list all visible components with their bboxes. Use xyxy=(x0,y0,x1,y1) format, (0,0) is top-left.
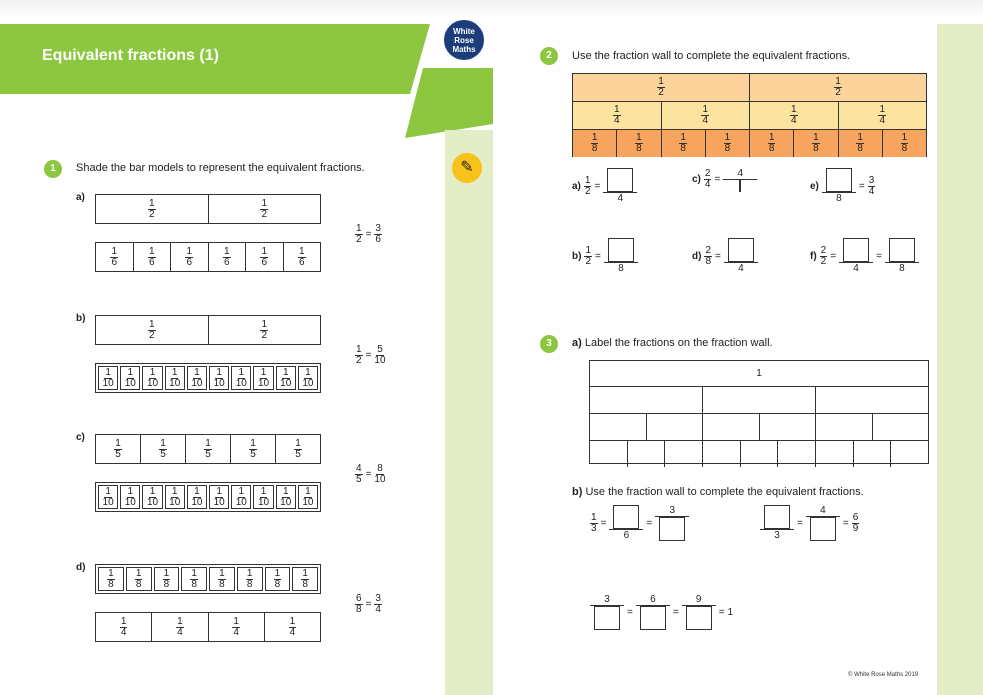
wall-brick[interactable] xyxy=(703,414,760,440)
bar-model-bottom[interactable] xyxy=(95,612,321,642)
equation-part: c) 2 4 = 4 xyxy=(692,168,757,191)
answer-box[interactable] xyxy=(843,238,869,262)
bar-cell[interactable]: 1 10 xyxy=(187,485,207,509)
equation-row: 3 = 4 = 6 9 xyxy=(760,505,859,541)
bar-cell[interactable]: 1 10 xyxy=(253,366,273,390)
bar-model-top[interactable] xyxy=(95,315,321,345)
bar-cell[interactable]: 1 6 xyxy=(96,243,134,271)
wall-brick[interactable] xyxy=(741,441,779,467)
bar-model-bottom[interactable] xyxy=(95,482,321,512)
wall-brick: 1 8 xyxy=(794,130,838,157)
bar-cell[interactable]: 1 10 xyxy=(253,485,273,509)
bar-cell[interactable]: 1 6 xyxy=(209,243,247,271)
answer-box[interactable] xyxy=(613,505,639,529)
answer-box[interactable] xyxy=(728,238,754,262)
equivalence-statement: 1 2 = 5 10 xyxy=(356,344,386,366)
bar-cell[interactable]: 1 6 xyxy=(134,243,172,271)
banner-wedge xyxy=(405,68,493,138)
wall-brick: 1 8 xyxy=(839,130,883,157)
wall-brick: 1 8 xyxy=(573,130,617,157)
copyright: © White Rose Maths 2019 xyxy=(848,672,919,678)
bar-model-top[interactable] xyxy=(95,434,321,464)
equation-row: 3 = 6 = 9 = 1 xyxy=(590,594,733,630)
bar-cell[interactable]: 1 10 xyxy=(165,485,185,509)
bar-cell[interactable]: 1 10 xyxy=(120,485,140,509)
bar-cell[interactable]: 1 10 xyxy=(98,366,118,390)
wall-brick[interactable] xyxy=(816,441,854,467)
bar-cell[interactable]: 1 10 xyxy=(187,366,207,390)
margin-strip-left xyxy=(445,130,493,695)
wall-brick: 1 4 xyxy=(662,102,751,129)
wall-brick: 1 4 xyxy=(750,102,839,129)
blank-fraction-wall[interactable]: 1 xyxy=(589,360,929,464)
bar-cell[interactable]: 1 8 xyxy=(181,567,207,591)
wall-brick: 1 8 xyxy=(706,130,750,157)
bar-cell[interactable]: 1 8 xyxy=(126,567,152,591)
equivalence-statement: 6 8 = 3 4 xyxy=(356,593,381,615)
wall-brick[interactable] xyxy=(703,441,741,467)
wall-brick[interactable] xyxy=(590,387,703,413)
bar-cell[interactable]: 1 4 xyxy=(96,613,152,641)
bar-cell[interactable]: 1 6 xyxy=(171,243,209,271)
wall-brick: 1 4 xyxy=(879,104,886,126)
bar-cell[interactable]: 1 5 xyxy=(186,435,231,463)
bar-cell[interactable]: 1 10 xyxy=(209,366,229,390)
answer-box[interactable] xyxy=(764,505,790,529)
wall-brick: 1 8 xyxy=(750,130,794,157)
bar-cell[interactable]: 1 2 xyxy=(261,197,268,220)
bar-model-top[interactable] xyxy=(95,194,321,224)
equation-part: d) 2 8 = 4 xyxy=(692,238,758,274)
pencil-icon: ✎ xyxy=(452,153,482,183)
answer-box[interactable] xyxy=(686,606,712,630)
answer-box[interactable] xyxy=(826,168,852,192)
bar-cell[interactable]: 1 8 xyxy=(265,567,291,591)
bar-model-bottom[interactable] xyxy=(95,363,321,393)
wall-brick: 1 4 xyxy=(573,102,662,129)
wall-brick[interactable] xyxy=(590,441,628,467)
bar-cell[interactable]: 1 5 xyxy=(141,435,186,463)
bar-cell[interactable]: 1 8 xyxy=(98,567,124,591)
equivalence-statement: 1 2 = 3 6 xyxy=(356,223,381,245)
white-rose-logo: White Rose Maths xyxy=(442,18,486,62)
bar-cell[interactable]: 1 4 xyxy=(289,615,296,638)
bar-cell[interactable]: 1 10 xyxy=(276,366,296,390)
margin-strip-right xyxy=(937,24,983,695)
wall-brick: 1 2 xyxy=(835,76,841,98)
bar-cell[interactable]: 1 8 xyxy=(209,567,235,591)
wall-brick[interactable] xyxy=(703,387,816,413)
equation-row: 1 3 = 6 = 3 xyxy=(590,505,689,541)
equation-part: e) 8 = 3 4 xyxy=(810,168,875,204)
bar-cell[interactable]: 1 5 xyxy=(231,435,276,463)
bar-cell[interactable]: 1 10 xyxy=(209,485,229,509)
bar-cell[interactable]: 1 4 xyxy=(152,613,208,641)
answer-box[interactable] xyxy=(739,179,741,192)
question-text: Use the fraction wall to complete the equivalent fractions. xyxy=(572,50,851,62)
equation-part: a) 1 2 = 4 xyxy=(572,168,637,204)
wall-brick[interactable] xyxy=(590,414,647,440)
answer-box[interactable] xyxy=(640,606,666,630)
wall-brick[interactable] xyxy=(665,441,703,467)
bar-cell[interactable]: 1 10 xyxy=(276,485,296,509)
bar-cell[interactable]: 1 2 xyxy=(96,195,209,223)
bar-cell[interactable]: 1 8 xyxy=(237,567,263,591)
page-title: Equivalent fractions (1) xyxy=(42,47,219,64)
answer-box[interactable] xyxy=(889,238,915,262)
bar-cell[interactable]: 1 10 xyxy=(231,485,251,509)
answer-box[interactable] xyxy=(607,168,633,192)
question-text: a) Label the fractions on the fraction wall. xyxy=(572,337,773,349)
wall-brick: 1 2 xyxy=(573,74,750,101)
question-number: 2 xyxy=(540,47,558,65)
wall-brick[interactable] xyxy=(628,441,666,467)
equation-part: b) 1 2 = 8 xyxy=(572,238,638,274)
wall-brick[interactable] xyxy=(778,441,816,467)
equation-part: f) 2 2 = 4 = 8 xyxy=(810,238,919,274)
bar-cell[interactable]: 1 10 xyxy=(142,366,162,390)
wall-brick: 1 8 xyxy=(617,130,661,157)
bar-cell[interactable]: 1 5 xyxy=(96,435,141,463)
part-label: a) xyxy=(76,192,85,203)
wall-brick[interactable] xyxy=(760,414,817,440)
part-label: d) xyxy=(76,562,86,573)
question-text: Shade the bar models to represent the equivalent fractions. xyxy=(76,162,365,174)
wall-brick: 1 8 xyxy=(662,130,706,157)
wall-brick[interactable] xyxy=(816,387,928,413)
bar-cell[interactable]: 1 5 xyxy=(295,437,301,460)
wall-brick[interactable] xyxy=(891,441,928,467)
top-edge xyxy=(0,0,983,18)
bar-cell[interactable]: 1 10 xyxy=(298,366,318,390)
answer-box[interactable] xyxy=(810,517,836,541)
answer-box[interactable] xyxy=(608,238,634,262)
question-number: 1 xyxy=(44,160,62,178)
wall-brick[interactable] xyxy=(854,441,892,467)
equivalence-statement: 4 5 = 8 10 xyxy=(356,463,386,485)
answer-box[interactable] xyxy=(659,517,685,541)
bar-cell[interactable]: 1 4 xyxy=(209,613,265,641)
fraction-wall xyxy=(572,73,927,157)
wall-brick[interactable] xyxy=(647,414,704,440)
wall-brick[interactable] xyxy=(873,414,929,440)
wall-brick[interactable] xyxy=(816,414,873,440)
bar-cell[interactable]: 1 10 xyxy=(142,485,162,509)
bar-cell[interactable]: 1 2 xyxy=(96,316,209,344)
bar-cell[interactable]: 1 10 xyxy=(298,485,318,509)
bar-model-top[interactable] xyxy=(95,564,321,594)
part-label: b) xyxy=(76,313,86,324)
question-text: b) Use the fraction wall to complete the equivalent fractions. xyxy=(572,486,864,498)
bar-cell[interactable]: 1 2 xyxy=(261,318,268,341)
part-label: c) xyxy=(76,432,85,443)
bar-cell[interactable]: 1 8 xyxy=(292,567,318,591)
answer-box[interactable] xyxy=(594,606,620,630)
question-number: 3 xyxy=(540,335,558,353)
bar-cell[interactable]: 1 10 xyxy=(120,366,140,390)
bar-cell[interactable]: 1 6 xyxy=(246,243,284,271)
bar-cell[interactable]: 1 6 xyxy=(298,245,305,268)
bar-model-bottom[interactable] xyxy=(95,242,321,272)
bar-cell[interactable]: 1 10 xyxy=(98,485,118,509)
bar-cell[interactable]: 1 10 xyxy=(231,366,251,390)
bar-cell[interactable]: 1 8 xyxy=(154,567,180,591)
bar-cell[interactable]: 1 10 xyxy=(165,366,185,390)
wall-brick: 1 8 xyxy=(901,132,908,154)
